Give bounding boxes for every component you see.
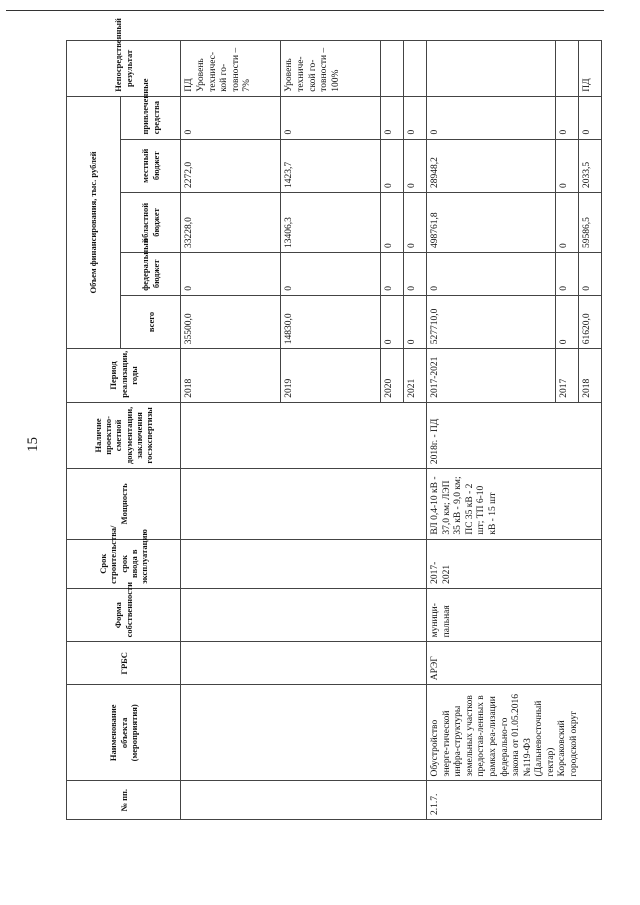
cell-attracted: 0 [181, 96, 281, 139]
table-row [427, 41, 556, 820]
cell-total: 0 [381, 295, 404, 349]
cell-total: 14830,0 [281, 295, 381, 349]
cell-year: 2018 [579, 349, 602, 403]
top-rule [6, 10, 604, 11]
cell-federal: 0 [281, 252, 381, 295]
cell-docs: 2018г. - ПД [427, 402, 602, 468]
cell-regional: 13406,3 [281, 193, 381, 253]
cell-total: 61620,0 [579, 295, 602, 349]
cell-result [556, 41, 579, 97]
cell-result: Уровень техниче-ской го-товности – 100% [281, 41, 381, 97]
cell-federal: 0 [381, 252, 404, 295]
cell-capacity-top [181, 469, 427, 540]
header-local: местный бюджет [121, 139, 181, 193]
cell-capacity: ВЛ 0,4-10 кВ - 37,0 км; ЛЭП 35 кВ - 9,0 км; ПС 35 кВ - 2 шт; ТП 6-10 кВ - 15 шт [427, 469, 602, 540]
cell-federal: 0 [427, 252, 556, 295]
header-period-build: Срок строительства/срок ввода в эксплуатацию [67, 539, 181, 588]
cell-local: 0 [381, 139, 404, 193]
cell-local: 0 [404, 139, 427, 193]
header-regional: областной бюджет [121, 193, 181, 253]
cell-result [404, 41, 427, 97]
cell-ownership-top [181, 588, 427, 642]
cell-result [381, 41, 404, 97]
header-period-impl: Период реализации, годы [67, 349, 181, 403]
cell-attracted: 0 [427, 96, 556, 139]
cell-year: 2017-2021 [427, 349, 556, 403]
cell-year: 2021 [404, 349, 427, 403]
cell-attracted: 0 [579, 96, 602, 139]
page-number: 15 [25, 437, 41, 452]
header-funding-group: Объем финансирования, тыс. рублей [67, 96, 121, 349]
cell-attracted: 0 [404, 96, 427, 139]
cell-result: ПД [579, 41, 602, 97]
cell-local: 28948,2 [427, 139, 556, 193]
header-attracted: привлеченные средства [121, 96, 181, 139]
cell-year: 2019 [281, 349, 381, 403]
cell-total: 0 [556, 295, 579, 349]
cell-total: 35500,0 [181, 295, 281, 349]
cell-regional: 33228,0 [181, 193, 281, 253]
cell-regional: 0 [381, 193, 404, 253]
header-num: № пп. [67, 781, 181, 820]
cell-result: ПД Уровень техничес-кой го-товности – 7% [181, 41, 281, 97]
cell-year: 2017 [556, 349, 579, 403]
header-result: Непосредственный результат [67, 41, 181, 97]
cell-grbs: АРЭГ [427, 642, 602, 685]
cell-name: Обустройство энерге-тической инфра-структуры земельных участков предостав-ленных в рамках реа-лизации федерально-го закона от 01.05.2016 №119-ФЗ (Дальневосточный гектар) Корсаковский городской округ [427, 685, 602, 781]
header-capacity: Мощность [67, 469, 181, 540]
cell-result [427, 41, 556, 97]
cell-federal: 0 [404, 252, 427, 295]
cell-grbs-top [181, 642, 427, 685]
cell-attracted: 0 [281, 96, 381, 139]
cell-total: 0 [404, 295, 427, 349]
header-name: Наименование объекта (мероприятия) [67, 685, 181, 781]
cell-ownership: муници-пальная [427, 588, 602, 642]
cell-regional: 59586,5 [579, 193, 602, 253]
cell-local: 2033,5 [579, 139, 602, 193]
rotated-table-wrapper [66, 18, 602, 820]
header-ownership: Форма собственности [67, 588, 181, 642]
cell-local: 1423,7 [281, 139, 381, 193]
financing-table [66, 18, 602, 820]
cell-year: 2018 [181, 349, 281, 403]
cell-federal: 0 [181, 252, 281, 295]
cell-year: 2020 [381, 349, 404, 403]
cell-num-top [181, 781, 427, 820]
table-row [181, 41, 281, 820]
cell-regional: 498761,8 [427, 193, 556, 253]
cell-num: 2.1.7. [427, 781, 602, 820]
cell-period-build: 2017-2021 [427, 539, 602, 588]
header-total: всего [121, 295, 181, 349]
cell-attracted: 0 [556, 96, 579, 139]
cell-name-top [181, 685, 427, 781]
cell-period-build-top [181, 539, 427, 588]
cell-regional: 0 [404, 193, 427, 253]
cell-local: 2272,0 [181, 139, 281, 193]
cell-local: 0 [556, 139, 579, 193]
cell-federal: 0 [556, 252, 579, 295]
header-row-1 [67, 41, 121, 820]
cell-attracted: 0 [381, 96, 404, 139]
header-grbs: ГРБС [67, 642, 181, 685]
cell-docs-top [181, 402, 427, 468]
cell-regional: 0 [556, 193, 579, 253]
cell-federal: 0 [579, 252, 602, 295]
header-federal: федеральный бюджет [121, 252, 181, 295]
cell-total: 527710,0 [427, 295, 556, 349]
header-project-docs: Наличие проектно-сметной документации, заключения госэкспертизы [67, 402, 181, 468]
